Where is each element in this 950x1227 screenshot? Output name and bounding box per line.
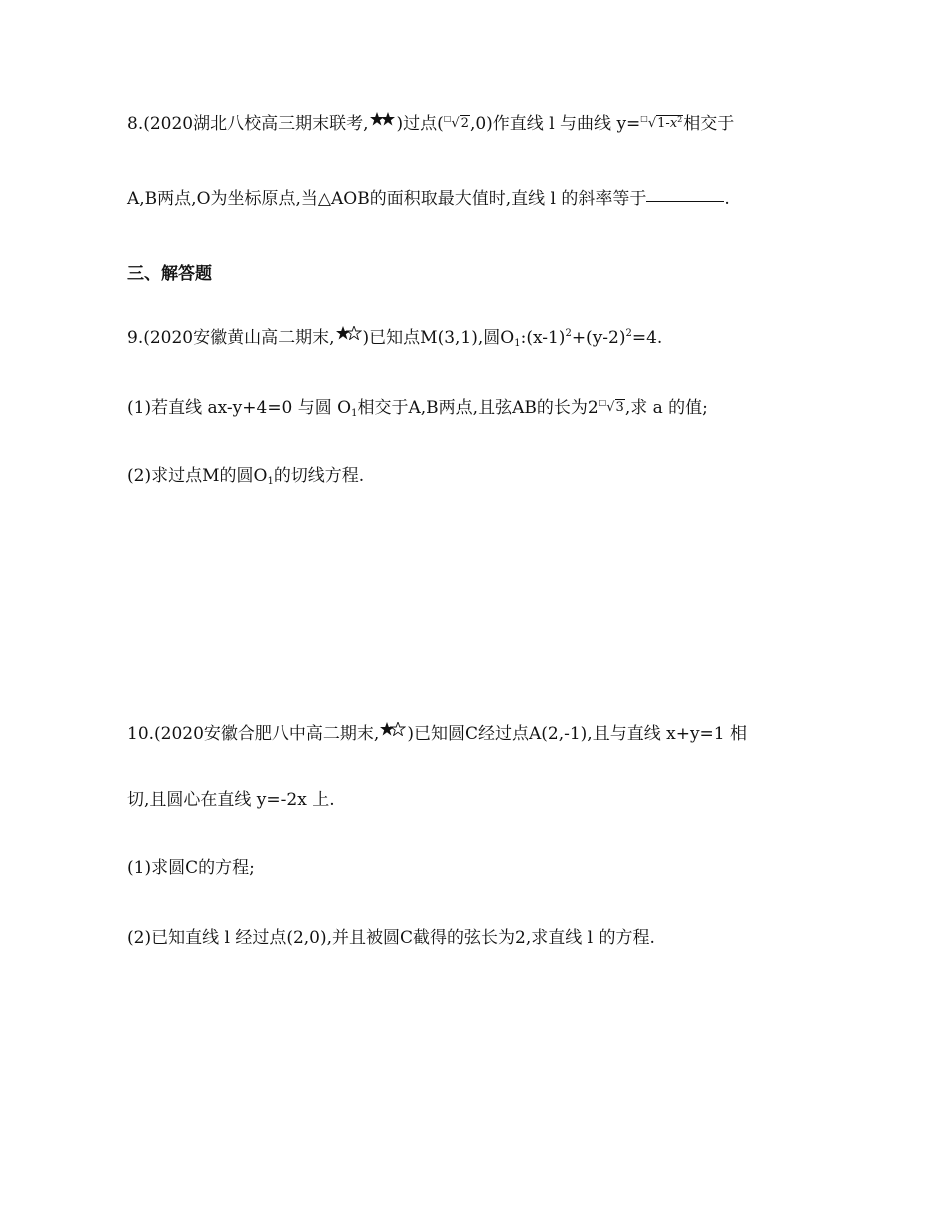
q8-text-b: )过点( — [396, 114, 444, 134]
q8-line-1 — [127, 112, 734, 137]
sqrt-1-x2: $^□√1-x^2$ — [640, 114, 683, 131]
q9-line-1: 9.(2020安徽黄山高二期末, )已知点M(3,1),圆$O1:(x-1)^2+(y-2)^2=4$. — [127, 328, 663, 349]
q8-text-c: ,0)作直线 l 与曲线 y= — [469, 114, 641, 134]
answer-blank[interactable] — [646, 187, 724, 202]
q10-line-1 — [127, 722, 747, 746]
q8-line2-end: . — [724, 189, 730, 209]
q8-text-a: 8.(2020湖北八校高三期末联考, — [127, 114, 369, 134]
q9-text-a: 9.(2020安徽黄山高二期末, — [127, 328, 335, 348]
q9-text-b: )已知点M(3,1),圆O — [362, 328, 515, 348]
sqrt-2: □√2 — [443, 114, 469, 131]
star-rating-icon — [380, 722, 406, 736]
sqrt-3: □√3 — [598, 398, 624, 415]
q8-line-2 — [127, 187, 730, 211]
q10-part-1: (1)求圆C的方程; — [127, 858, 255, 878]
q9-part-1: (1)若直线 ax-y+4=0 与圆 O1相交于A,B两点,且弦AB的长为2□√3,求 a 的值; — [127, 398, 708, 419]
q9-part-2: (2)求过点M的圆O1的切线方程. — [127, 466, 365, 487]
q10-text-b: )已知圆C经过点A(2,-1),且与直线 x+y=1 相 — [407, 724, 748, 744]
section-title: 三、解答题 — [127, 264, 212, 284]
star-rating-icon — [370, 112, 396, 126]
q10-part-2: (2)已知直线 l 经过点(2,0),并且被圆C截得的弦长为2,求直线 l 的方程. — [127, 928, 655, 948]
q8-text-d: 相交于 — [683, 114, 735, 134]
star-rating-icon — [336, 326, 362, 340]
q10-line-2: 切,且圆心在直线 y=-2x 上. — [127, 790, 335, 810]
q8-line2-text: A,B两点,O为坐标原点,当△AOB的面积取最大值时,直线 l 的斜率等于 — [127, 189, 647, 209]
q10-text-a: 10.(2020安徽合肥八中高二期末, — [127, 724, 380, 744]
